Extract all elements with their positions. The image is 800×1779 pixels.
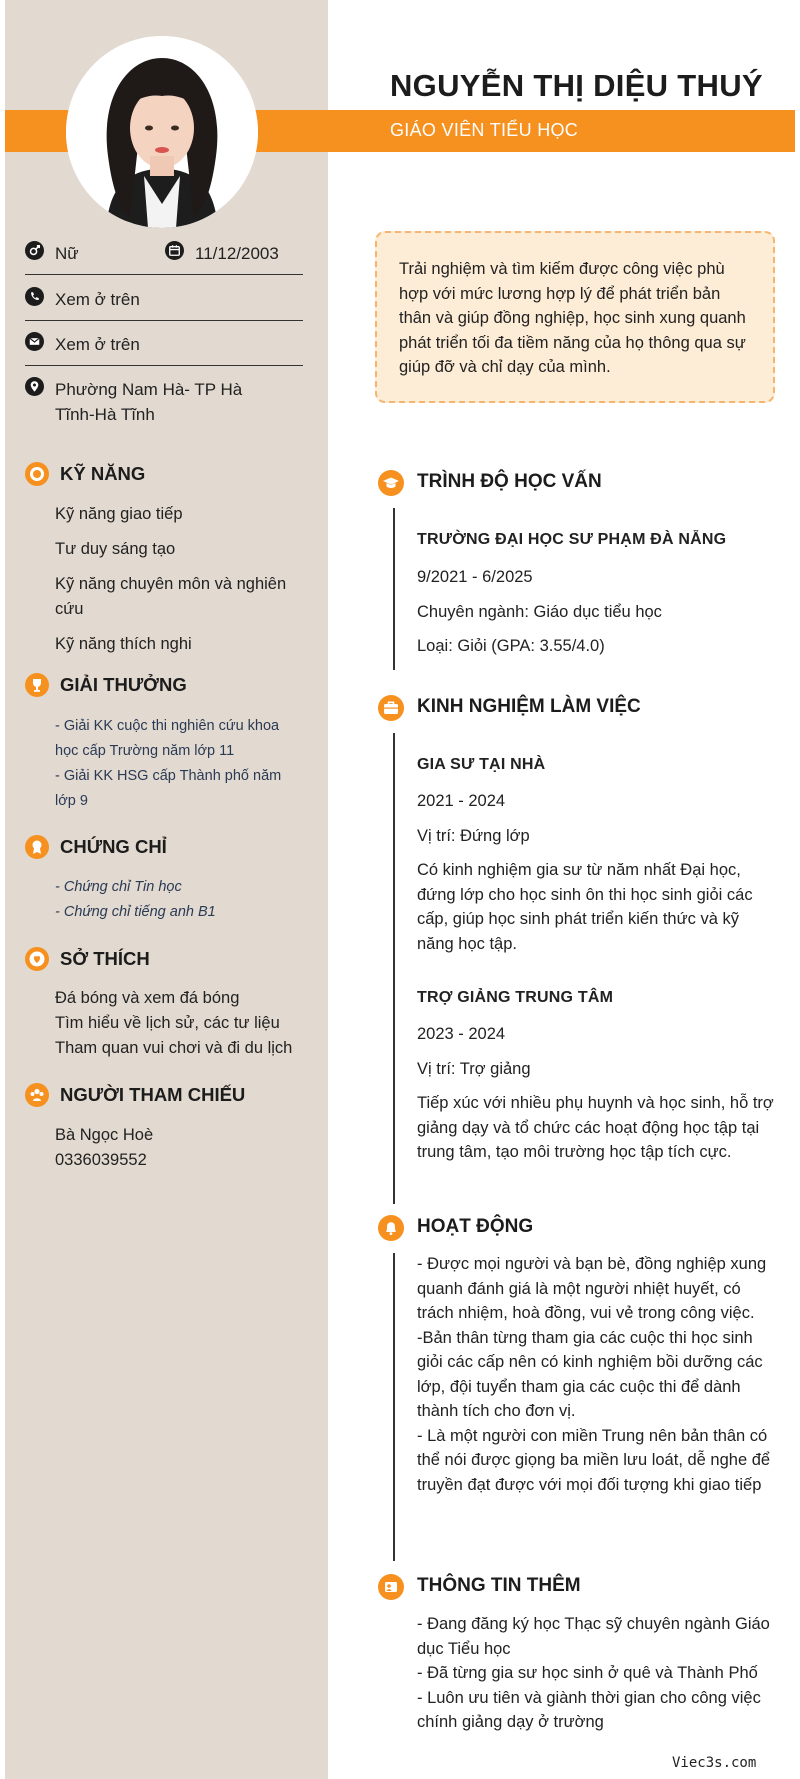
people-icon (25, 1083, 49, 1107)
list-item: Tìm hiểu về lịch sử, các tư liệu (55, 1014, 280, 1032)
timeline-line (393, 733, 395, 1204)
career-objective: Trải nghiệm và tìm kiếm được công việc phù hợp với mức lương hợp lý để phát triển bản thân và giúp đồng nghiệp, học sinh xung quanh phát triển tối đa tiềm năng của họ thông qua sự giúp đỡ và chỉ dạy của mình. (375, 231, 775, 403)
medal-icon (25, 835, 49, 859)
list-item: Tham quan vui chơi và đi du lịch (55, 1039, 293, 1057)
job-position: Vị trí: Trợ giảng (417, 1060, 531, 1078)
skills-list (55, 502, 305, 657)
job-title: GIÁO VIÊN TIỂU HỌC (390, 120, 579, 140)
trophy-icon (25, 673, 49, 697)
list-item: - Chứng chỉ tiếng anh B1 (55, 904, 216, 920)
timeline-line (393, 508, 395, 670)
candidate-name: NGUYỄN THỊ DIỆU THUÝ (390, 68, 763, 103)
info-icon (378, 1574, 404, 1600)
job-period: 2023 - 2024 (417, 1025, 506, 1043)
email-value: Xem ở trên (55, 335, 140, 354)
birthday-row (165, 241, 305, 267)
certificates-list (55, 875, 305, 925)
list-item: Kỹ năng chuyên môn và nghiên cứu (55, 575, 287, 618)
job-company: TRỢ GIẢNG TRUNG TÂM (417, 989, 614, 1006)
activities-text: - Được mọi người và bạn bè, đồng nghiệp xung quanh đánh giá là một người nhiệt huyết, có trách nhiệm, hoà đồng, vui vẻ trong công việc. -Bản thân từng tham gia các cuộc thi học sinh giỏi các cấp nên có kinh nghiệm bồi dưỡng các lớp, đội tuyển tham gia các cuộc thi để dành thành tích cho đơn vị. - Là một người con miền Trung nên bản thân có thể nói được giọng ba miền lưu loát, dễ nghe để truyền đạt được với mọi đối tượng khi giao tiếp (417, 1255, 771, 1494)
list-item: - Chứng chỉ Tin học (55, 879, 182, 895)
email-row (25, 332, 303, 358)
list-item: Kỹ năng giao tiếp (55, 505, 183, 523)
list-item: Kỹ năng thích nghi (55, 635, 192, 653)
birthday-value: 11/12/2003 (195, 244, 279, 263)
briefcase-icon (378, 695, 404, 721)
list-item: Đá bóng và xem đá bóng (55, 989, 240, 1007)
reference-phone: 0336039552 (55, 1151, 147, 1169)
job-company: GIA SƯ TẠI NHÀ (417, 756, 546, 773)
timeline-line (393, 1253, 395, 1561)
divider (25, 320, 303, 321)
list-item: - Đang đăng ký học Thạc sỹ chuyên ngành Giáo dục Tiểu học (417, 1615, 770, 1658)
address-value: Phường Nam Hà- TP Hà Tĩnh-Hà Tĩnh (55, 380, 243, 424)
phone-row (25, 287, 303, 313)
heart-icon (25, 947, 49, 971)
list-item: Tư duy sáng tạo (55, 540, 176, 558)
job-description: Có kinh nghiệm gia sư từ năm nhất Đại học, đứng lớp cho học sinh ôn thi học sinh giỏi các cấp, giúp học sinh phát triển kiến thức và kỹ năng học tập. (417, 861, 753, 953)
education-major: Chuyên ngành: Giáo dục tiểu học (417, 603, 662, 621)
email-icon (25, 332, 44, 351)
additional-list (417, 1612, 777, 1735)
watermark: Viec3s.com (672, 1755, 757, 1771)
divider (25, 274, 303, 275)
awards-list (55, 714, 305, 814)
divider (25, 365, 303, 366)
list-item: - Luôn ưu tiên và giành thời gian cho công việc chính giảng dạy ở trường (417, 1688, 761, 1731)
calendar-icon (165, 241, 184, 260)
gender-value: Nữ (55, 244, 79, 263)
address-row (25, 377, 303, 429)
avatar (66, 36, 258, 228)
education-grade: Loại: Giỏi (GPA: 3.55/4.0) (417, 637, 605, 655)
school-name: TRƯỜNG ĐẠI HỌC SƯ PHẠM ĐÀ NẴNG (417, 531, 727, 548)
graduation-cap-icon (378, 470, 404, 496)
hobbies-list (55, 986, 305, 1061)
list-item: - Đã từng gia sư học sinh ở quê và Thành Phố (417, 1664, 758, 1682)
reference-name: Bà Ngọc Hoè (55, 1126, 154, 1144)
phone-icon (25, 287, 44, 306)
list-item: - Giải KK cuộc thi nghiên cứu khoa học cấp Trường năm lớp 11 (55, 718, 280, 759)
gender-icon (25, 241, 44, 260)
education-period: 9/2021 - 6/2025 (417, 568, 533, 586)
job-period: 2021 - 2024 (417, 792, 506, 810)
reference-info (55, 1123, 305, 1173)
target-icon (25, 462, 49, 486)
list-item: - Giải KK HSG cấp Thành phố năm lớp 9 (55, 768, 282, 809)
job-position: Vị trí: Đứng lớp (417, 827, 530, 845)
location-icon (25, 377, 44, 396)
phone-value: Xem ở trên (55, 290, 140, 309)
job-description: Tiếp xúc với nhiều phụ huynh và học sinh, hỗ trợ giảng dạy và tổ chức các hoạt động học tập tại trung tâm, tạo môi trường học tập tích cực. (417, 1094, 774, 1161)
bell-icon (378, 1215, 404, 1241)
